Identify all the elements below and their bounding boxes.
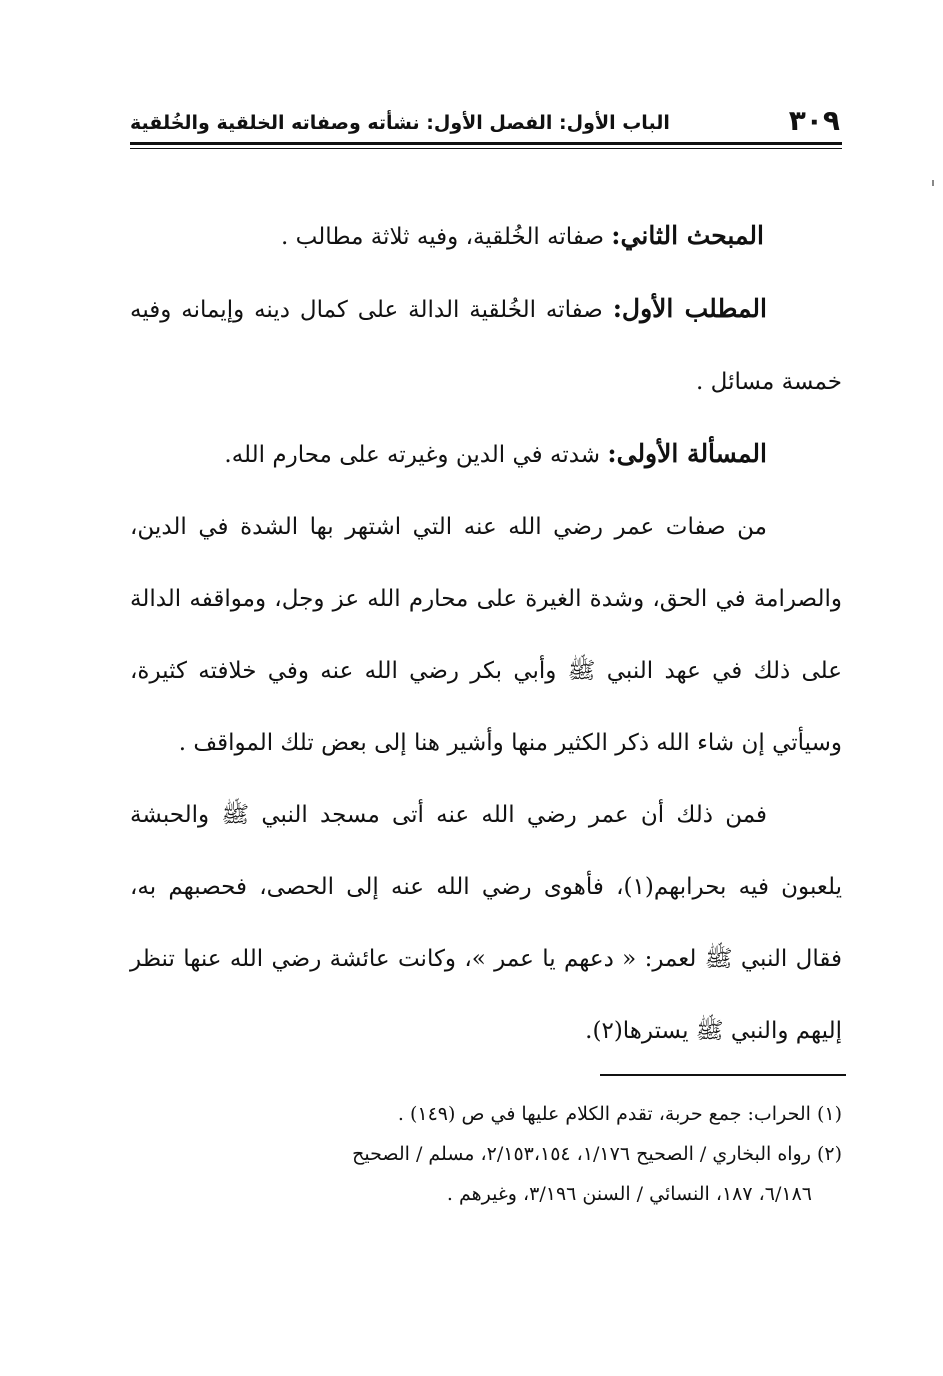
page-number: ٣٠٩	[788, 104, 840, 137]
footnotes	[130, 1094, 842, 1214]
section-heading-label: المبحث الثاني:	[611, 221, 764, 250]
running-title: الباب الأول: الفصل الأول: نشأته وصفاته الخلقية والخُلقية	[130, 112, 670, 134]
issue-heading	[130, 418, 842, 491]
section-heading-text: صفاته الخُلقية، وفيه ثلاثة مطالب .	[281, 224, 612, 250]
header-rule-thin	[130, 148, 842, 149]
issue-heading-label: المسألة الأولى:	[607, 439, 767, 468]
subsection-heading-text: صفاته الخُلقية الدالة على كمال دينه وإيمانه وفيه خمسة مسائل .	[130, 297, 842, 395]
scan-edge-mark	[932, 180, 934, 186]
section-heading	[130, 200, 842, 273]
issue-heading-text: شدته في الدين وغيرته على محارم الله.	[224, 442, 608, 468]
paragraph-1: من صفات عمر رضي الله عنه التي اشتهر بها الشدة في الدين، والصرامة في الحق، وشدة الغيرة على محارم الله عز وجل، ومواقفه الدالة على ذلك في عهد النبي ﷺ وأبي بكر رضي الله عنه وفي خلافته كثيرة، وسيأتي إن شاء الله ذكر الكثير منها وأشير هنا إلى بعض تلك المواقف .	[130, 514, 842, 756]
subsection-heading	[130, 273, 842, 418]
header-rule	[130, 142, 842, 145]
paragraph-2: فمن ذلك أن عمر رضي الله عنه أتى مسجد النبي ﷺ والحبشة يلعبون فيه بحرابهم(١)، فأهوى رضي الله عنه إلى الحصى، فحصبهم به، فقال النبي ﷺ لعمر: « دعهم يا عمر »، وكانت عائشة رضي الله عنها تنظر إليهم والنبي ﷺ يسترها(٢).	[130, 802, 842, 1044]
page-header	[130, 100, 840, 138]
footnote-2-line-2: ٦/١٨٦، ١٨٧، النسائي / السنن ٣/١٩٦، وغيرهم .	[446, 1183, 812, 1205]
footnote-1: (١) الحراب: جمع حربة، تقدم الكلام عليها في ص (١٤٩) .	[397, 1103, 842, 1125]
footnote-separator	[600, 1074, 846, 1076]
main-text	[130, 200, 842, 1067]
footnote-2-line-1: (٢) رواه البخاري / الصحيح ١/١٧٦، ٢/١٥٣،١٥٤، مسلم / الصحيح	[352, 1143, 842, 1165]
subsection-heading-label: المطلب الأول:	[612, 294, 767, 323]
